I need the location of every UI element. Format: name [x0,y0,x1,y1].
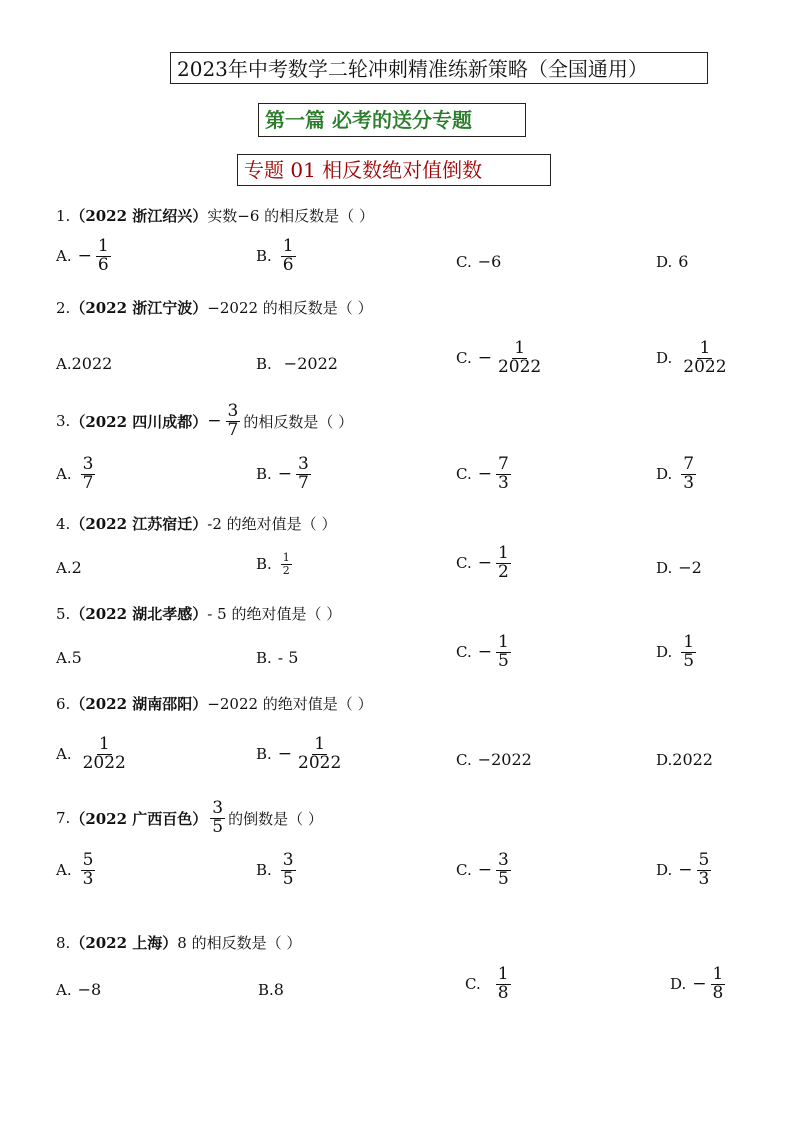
numerator: 1 [282,551,290,564]
minus-sign: − [477,464,492,485]
option-a [56,238,114,275]
denominator: 7 [227,419,239,440]
option-label: C. [456,861,472,880]
option-label: B. [256,354,272,373]
question-4 [56,513,336,534]
numerator: 5 [82,850,94,870]
denominator: 8 [712,982,724,1003]
question-stem: −2022 的绝对值是（ ） [207,695,373,713]
fraction [281,852,296,889]
fraction [496,852,511,889]
numerator: 1 [514,338,526,358]
option-c [456,852,514,889]
denominator: 2022 [497,356,542,377]
question-1 [56,205,374,226]
option-b [256,648,298,667]
option-label: B. [256,247,272,266]
option-label: B. [256,465,272,484]
fraction [296,736,343,773]
option-label: B. [256,745,272,764]
question-5 [56,603,341,624]
option-label: C. [456,554,472,573]
question-2 [56,297,373,318]
numerator: 7 [497,454,509,474]
option-label: D. [656,643,673,662]
question-3 [56,403,353,440]
numerator: 3 [497,850,509,870]
option-b [256,354,338,373]
option-b [256,238,299,275]
fraction [496,340,543,377]
numerator: 1 [712,964,724,984]
option-d [656,252,688,271]
denominator: 8 [497,982,509,1003]
option-value: −8 [77,980,102,999]
option-value: - 5 [277,648,299,667]
option-label: C. [456,643,472,662]
denominator: 3 [82,868,94,889]
option-label: C. [456,252,472,271]
main-title: 2023年中考数学二轮冲刺精准练新策略（全国通用） [170,52,708,84]
option-label: A. [56,648,72,667]
option-label: C. [456,750,472,769]
numerator: 1 [699,338,711,358]
option-b [256,736,346,773]
option-a [56,736,131,773]
numerator: 3 [282,850,294,870]
option-label: A. [56,558,72,577]
denominator: 3 [497,472,509,493]
fraction [496,545,511,582]
question-stem: - 5 的绝对值是（ ） [207,605,342,623]
question-stem: -2 的绝对值是（ ） [207,515,337,533]
option-d [656,558,702,577]
option-label: C. [456,465,472,484]
question-number: 8. [56,933,71,952]
fraction [281,552,292,576]
option-label: D. [656,465,673,484]
option-label: B. [256,555,272,574]
question-source: （2022 湖南邵阳） [70,695,208,713]
denominator: 2 [282,563,290,577]
question-number: 6. [56,694,71,713]
question-7 [56,800,323,837]
option-c [465,966,514,1003]
question-number: 5. [56,604,71,623]
denominator: 5 [212,816,224,837]
fraction [96,238,111,275]
option-a [56,456,98,493]
numerator: 1 [497,543,509,563]
option-value: −2 [678,558,702,577]
option-value: 2022 [672,750,713,769]
fraction [226,403,241,440]
fraction [281,238,296,275]
fraction [496,456,511,493]
option-value: −6 [477,252,502,271]
option-value: −2022 [477,750,532,769]
option-label: B. [256,648,272,667]
numerator: 3 [298,454,309,474]
option-label: D. [656,349,673,368]
option-c [456,545,514,582]
fraction [296,456,311,493]
numerator: 3 [82,454,94,474]
denominator: 2022 [82,752,126,773]
option-label: C. [465,975,481,994]
numerator: 1 [97,236,109,256]
denominator: 6 [282,254,294,275]
option-a [56,648,82,667]
question-source: （2022 浙江绍兴） [70,207,208,225]
option-a [56,852,98,889]
option-b [256,552,295,576]
minus-sign: − [678,860,693,881]
option-value: 2022 [71,354,113,373]
denominator: 7 [82,472,94,493]
denominator: 5 [497,868,509,889]
option-label: B. [256,861,272,880]
numerator: 1 [98,734,110,754]
option-value: 6 [678,252,689,271]
fraction [496,966,511,1003]
fraction [496,634,511,671]
minus-sign: − [477,860,492,881]
denominator: 2022 [298,752,342,773]
option-label: D. [670,975,687,994]
option-label: A. [56,745,72,764]
question-source: （2022 广西百色） [70,809,208,828]
option-d [656,852,714,889]
option-label: B. [258,980,274,999]
option-c [456,252,501,271]
option-label: D. [656,252,673,271]
question-number: 3. [56,412,71,431]
question-number: 7. [56,809,71,828]
fraction [681,340,728,377]
fraction [81,456,96,493]
denominator: 6 [97,254,109,275]
fraction [81,852,96,889]
option-value: 8 [273,980,284,999]
denominator: 3 [683,472,695,493]
option-value: 2 [71,558,82,577]
denominator: 3 [698,868,710,889]
option-label: D. [656,750,673,769]
option-b [256,852,299,889]
option-b [258,980,284,999]
denominator: 5 [683,650,695,671]
question-source: （2022 上海） [70,934,178,952]
minus-sign: − [207,411,222,432]
question-8 [56,932,301,953]
minus-sign: − [277,464,293,485]
option-c [456,456,514,493]
option-a [56,980,101,999]
option-label: C. [456,349,472,368]
option-label: A. [56,861,72,880]
numerator: 3 [212,798,224,818]
numerator: 1 [497,964,509,984]
option-d [656,634,699,671]
denominator: 5 [282,868,294,889]
topic-title: 专题 01 相反数绝对值倒数 [237,154,551,186]
option-c [456,340,546,377]
option-label: A. [56,354,72,373]
option-b [256,456,314,493]
minus-sign: − [477,553,492,574]
option-d [656,340,732,377]
option-d [670,966,728,1003]
question-6 [56,693,373,714]
fraction [681,456,696,493]
numerator: 1 [683,632,695,652]
question-number: 1. [56,206,71,225]
question-number: 4. [56,514,71,533]
option-label: D. [656,558,673,577]
question-stem: 的相反数是（ ） [243,412,354,431]
option-label: A. [56,247,72,266]
fraction [81,736,128,773]
minus-sign: − [477,348,492,369]
numerator: 1 [314,734,326,754]
denominator: 2022 [683,356,727,377]
numerator: 3 [227,401,239,421]
option-d [656,456,699,493]
numerator: 5 [698,850,710,870]
option-value: 5 [71,648,82,667]
denominator: 2 [497,561,509,582]
part-title: 第一篇 必考的送分专题 [258,103,526,137]
question-stem: 实数−6 的相反数是（ ） [207,207,374,225]
option-d [656,750,713,769]
question-stem: 的倒数是（ ） [228,809,323,828]
option-label: A. [56,465,72,484]
question-number: 2. [56,298,71,317]
option-a [56,558,82,577]
numerator: 1 [282,236,294,256]
question-stem: −2022 的相反数是（ ） [207,299,373,317]
minus-sign: − [477,642,492,663]
option-c [456,750,532,769]
question-source: （2022 湖北孝感） [70,605,208,623]
question-source: （2022 四川成都） [70,412,208,431]
minus-sign: − [77,246,92,267]
question-stem: 8 的相反数是（ ） [177,934,302,952]
denominator: 5 [497,650,509,671]
option-value: −2022 [283,354,338,373]
fraction [697,852,712,889]
question-source: （2022 江苏宿迁） [70,515,208,533]
option-label: A. [56,980,72,999]
numerator: 7 [683,454,695,474]
option-a [56,354,112,373]
fraction [681,634,696,671]
denominator: 7 [298,472,309,493]
numerator: 1 [497,632,509,652]
option-label: D. [656,861,673,880]
option-c [456,634,514,671]
minus-sign: − [692,974,707,995]
question-source: （2022 浙江宁波） [70,299,208,317]
minus-sign: − [277,744,293,765]
fraction [210,800,225,837]
fraction [711,966,726,1003]
